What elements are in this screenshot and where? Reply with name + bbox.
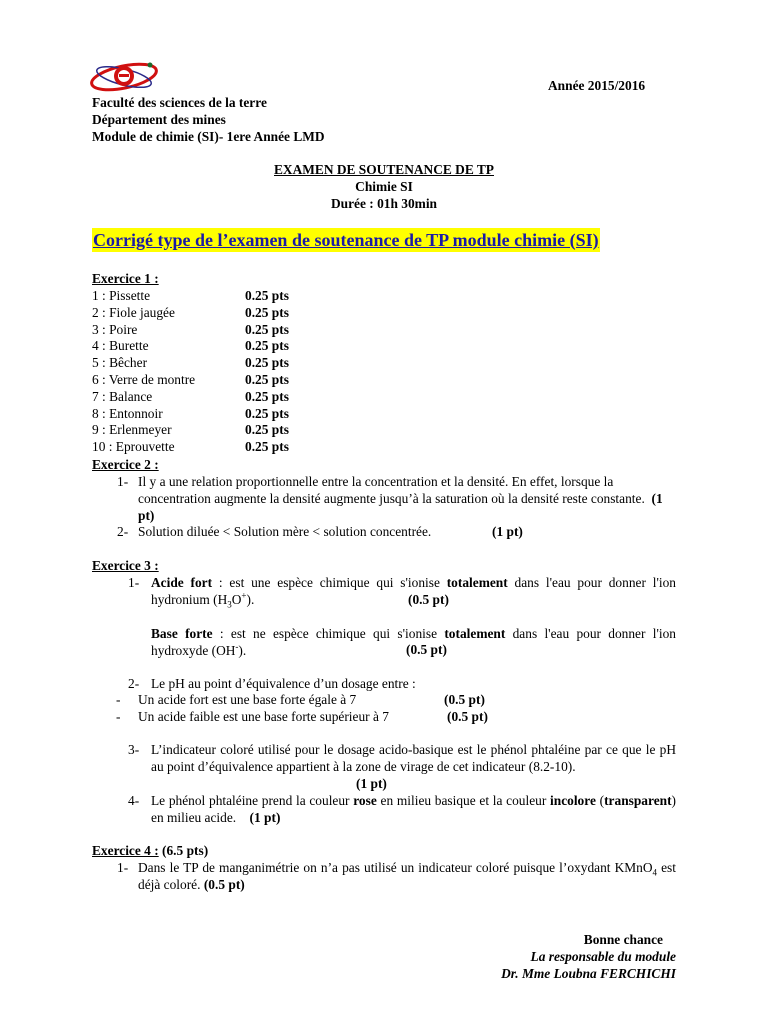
exercise-2-title: Exercice 2 :	[92, 457, 159, 472]
exercise-4-title: Exercice 4 :	[92, 843, 159, 858]
bullet-1-dash: -	[116, 692, 121, 707]
equipment-item-points: 0.25 pts	[245, 321, 289, 337]
equipment-item-points: 0.25 pts	[245, 405, 289, 421]
acid-end: ).	[246, 592, 255, 607]
base-superscript: -	[235, 641, 239, 652]
exercise-2-q2-number: 2-	[117, 524, 129, 539]
equipment-item-label: 7 : Balance	[92, 388, 153, 404]
exercise-4-total-points: (6.5 pts)	[162, 843, 209, 858]
exercise-3-q2-text: Le pH au point d’équivalence d’un dosage entre :	[151, 676, 416, 691]
exercise-3-q2-number: 2-	[128, 676, 140, 691]
equipment-item-points: 0.25 pts	[245, 439, 289, 455]
equipment-item-label: 6 : Verre de montre	[92, 372, 196, 387]
base-term: Base forte	[151, 626, 213, 641]
ex4-subscript: 4	[652, 867, 658, 878]
acid-o: O	[231, 592, 242, 607]
good-luck: Bonne chance	[583, 932, 663, 947]
exercise-3-q4-number: 4-	[128, 793, 140, 808]
base-text-a: : est ne espèce chimique qui s'ionise	[212, 626, 445, 641]
bullet-1-text: Un acide fort est une base forte égale à 7	[138, 692, 357, 707]
q4-incolore: incolore	[550, 793, 596, 808]
exercise-3-q1-number: 1-	[128, 575, 140, 590]
academic-year: Année 2015/2016	[548, 78, 646, 93]
exercise-3-q3-number: 3-	[128, 742, 140, 757]
equipment-item-label: 1 : Pissette	[92, 288, 151, 303]
equipment-item-label: 2 : Fiole jaugée	[92, 304, 175, 320]
equipment-item-points: 0.25 pts	[245, 288, 289, 303]
exercise-3-q3-points: (1 pt)	[356, 776, 387, 791]
exercise-4-q1-points: (0.5 pt)	[203, 877, 245, 892]
bullet-1-points: (0.5 pt)	[444, 692, 485, 707]
bullet-2-points: (0.5 pt)	[447, 709, 488, 724]
module-name: Module de chimie (SI)- 1ere Année LMD	[92, 129, 325, 144]
equipment-item-points: 0.25 pts	[245, 388, 289, 404]
equipment-item-label: 10 : Eprouvette	[92, 439, 175, 455]
exercise-4-heading	[92, 842, 208, 859]
acid-text-a: : est une espèce chimique qui s'ionise	[212, 575, 447, 590]
q4-rose: rose	[353, 793, 377, 808]
bullet-2-text: Un acide faible est une base forte supérieur à 7	[138, 709, 389, 724]
equipment-item-points: 0.25 pts	[245, 304, 289, 320]
equipment-item-label: 8 : Entonnoir	[92, 405, 163, 421]
q4-text-c: (	[595, 793, 605, 808]
q4-text-d: ) en milieu acide.	[151, 793, 677, 825]
base-points: (0.5 pt)	[406, 642, 447, 657]
q4-text-b: en milieu basique et la couleur	[376, 793, 551, 808]
equipment-item-points: 0.25 pts	[245, 422, 289, 438]
acid-superscript: +	[241, 590, 247, 601]
acid-strong: totalement	[446, 575, 508, 590]
q4-transparent: transparent	[604, 793, 672, 808]
exercise-3-q4-points: (1 pt)	[249, 810, 281, 825]
exercise-4-q1-answer	[138, 859, 676, 893]
exercise-2-q1-points: (1 pt)	[138, 491, 663, 523]
exercise-4-q1-number: 1-	[117, 860, 129, 875]
equipment-item-label: 4 : Burette	[92, 338, 149, 354]
base-strong: totalement	[444, 626, 506, 641]
ex4-text-b: est déjà coloré.	[138, 860, 676, 892]
bullet-2-dash: -	[116, 709, 121, 724]
acid-points: (0.5 pt)	[408, 592, 449, 607]
base-end: ).	[238, 643, 247, 658]
acid-term: Acide fort	[151, 575, 213, 590]
equipment-item-points: 0.25 pts	[245, 355, 289, 371]
exercise-3-q4-answer	[151, 792, 676, 826]
exercise-3-q3-text: L’indicateur coloré utilisé pour le dosage acido-basique est le phénol phtaléine par ce que le pH au point d’équivalence appartient à la zone de virage de cet indicateur (8.2-10).	[151, 742, 676, 774]
exercise-2-q1-answer	[138, 473, 676, 524]
faculty-name: Faculté des sciences de la terre	[92, 95, 267, 110]
exercise-2-q2-text: Solution diluée < Solution mère < solution concentrée.	[138, 524, 432, 539]
equipment-item-points: 0.25 pts	[245, 338, 289, 354]
document-title: Corrigé type de l’examen de soutenance de TP module chimie (SI)	[93, 230, 599, 250]
exam-title: EXAMEN DE SOUTENANCE DE TP	[274, 162, 494, 177]
q4-text-a: Le phénol phtaléine prend la couleur	[151, 793, 354, 808]
exercise-3-title: Exercice 3 :	[92, 558, 159, 573]
acid-text-b: dans l'eau pour donner l'ion hydronium (H	[151, 575, 676, 607]
equipment-item-label: 3 : Poire	[92, 321, 138, 337]
exercise-2-q2-points: (1 pt)	[492, 524, 523, 539]
equipment-item-label: 9 : Erlenmeyer	[92, 422, 172, 438]
faculty-logo	[88, 56, 160, 98]
exam-duration: Durée : 01h 30min	[330, 196, 437, 211]
equipment-item-points: 0.25 pts	[245, 372, 289, 387]
department-name: Département des mines	[92, 112, 226, 127]
signature-role: La responsable du module	[530, 949, 676, 964]
exercise-2-q1-text: Il y a une relation proportionnelle entre la concentration et la densité. En effet, lorsque la concentration augmente la densité augmente jusqu’à la saturation où la densité reste constante.	[138, 474, 645, 506]
equipment-item-label: 5 : Bêcher	[92, 355, 148, 371]
exam-subject: Chimie SI	[355, 179, 413, 194]
acid-subscript: 3	[227, 599, 232, 610]
exercise-1-title: Exercice 1 :	[92, 271, 159, 286]
signature-name: Dr. Mme Loubna FERCHICHI	[501, 966, 676, 981]
base-text-b: dans l'eau pour donner l'ion hydroxyde (OH	[151, 626, 676, 658]
exercise-2-q1-number: 1-	[117, 474, 129, 489]
ex4-text-a: Dans le TP de manganimétrie on n’a pas utilisé un indicateur coloré puisque l’oxydant KMnO	[138, 860, 653, 875]
